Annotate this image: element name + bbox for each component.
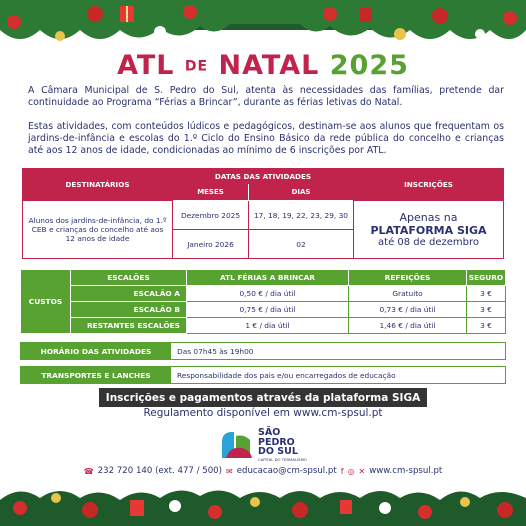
regulamento-link[interactable]: Regulamento disponível em www.cm-spsul.pt [143, 407, 383, 419]
header-dias: DIAS [249, 184, 354, 201]
header-escaloes: ESCALÕES [71, 270, 187, 286]
dias-cell: 02 [249, 230, 354, 259]
dias-cell: 17, 18, 19, 22, 23, 29, 30 [249, 201, 354, 230]
escalao-cell: RESTANTES ESCALÕES [71, 318, 187, 334]
horario-value: Das 07h45 às 19h00 [177, 346, 254, 356]
meal-cost-cell: 0,73 € / dia útil [349, 302, 467, 318]
insurance-cell: 3 € [467, 286, 506, 302]
contacts-bar [0, 466, 526, 476]
meal-cost-cell: 1,46 € / dia útil [349, 318, 467, 334]
mes-cell: Janeiro 2026 [173, 230, 249, 259]
destinatarios-cell: Alunos dos jardins-de-infância, do 1.º CEB e crianças do concelho até aos 12 anos de idade [23, 201, 173, 259]
atl-cost-cell: 1 € / dia útil [187, 318, 349, 334]
instagram-icon[interactable]: ◎ [347, 466, 355, 476]
mes-cell: Dezembro 2025 [173, 201, 249, 230]
insurance-cell: 3 € [467, 318, 506, 334]
atl-cost-cell: 0,75 € / dia útil [187, 302, 349, 318]
bottom-christmas-garland [0, 478, 526, 526]
header-atl: ATL FÉRIAS A BRINCAR [187, 270, 349, 286]
insurance-cell: 3 € [467, 302, 506, 318]
title-word-atl: ATL [117, 50, 175, 81]
phone-icon: ☎ [83, 466, 94, 476]
title-word-year: 2025 [329, 50, 409, 81]
horario-label: HORÁRIO DAS ATIVIDADES [21, 343, 171, 359]
custos-label: CUSTOS [21, 270, 71, 334]
top-christmas-garland [0, 0, 526, 52]
description-paragraph: Estas atividades, com conteúdos lúdicos e pedagógicos, destinam-se aos alunos que frequentam os jardins-de-infância e escolas do 1.º Ciclo do Ensino Básico da rede pública do concelho e crianças até aos 12 anos de idade, condicionadas ao mínimo de 6 inscrições por ATL. [28, 121, 504, 157]
horario-row [20, 342, 506, 360]
logo-mark-icon [220, 428, 254, 462]
email-icon: ✉ [226, 466, 233, 476]
header-inscricoes: INSCRIÇÕES [354, 169, 504, 201]
transportes-value: Responsabilidade dos pais e/ou encarregados de educação [177, 370, 396, 380]
intro-paragraph: A Câmara Municipal de S. Pedro do Sul, atenta às necessidades das famílias, pretende dar continuidade ao Programa “Férias a Brincar”, durante as férias letivas do Natal. [28, 85, 504, 109]
insc-line-2: PLATAFORMA SIGA [370, 224, 487, 237]
facebook-icon[interactable]: f [340, 466, 344, 476]
escalao-cell: ESCALÃO A [71, 286, 187, 302]
page-title [0, 50, 526, 81]
logo-line: DO SUL [258, 446, 298, 458]
logo-line: SÃO [258, 427, 281, 439]
costs-table [20, 269, 506, 334]
escalao-cell: ESCALÃO B [71, 302, 187, 318]
email-text[interactable]: educacao@cm-spsul.pt [236, 466, 337, 476]
website-text[interactable]: www.cm-spsul.pt [369, 466, 443, 476]
transportes-row [20, 366, 506, 384]
logo-text [258, 428, 307, 462]
title-word-de: DE [184, 58, 209, 75]
header-destinatarios: DESTINATÁRIOS [23, 169, 173, 201]
insc-line-1: Apenas na [399, 211, 458, 224]
header-meses: MESES [173, 184, 249, 201]
header-seguro: SEGURO [467, 270, 506, 286]
municipality-logo [220, 426, 310, 464]
transportes-label: TRANSPORTES E LANCHES [21, 367, 171, 383]
dates-table [22, 168, 504, 259]
insc-line-3: até 08 de dezembro [378, 237, 479, 248]
logo-line: PEDRO [258, 436, 295, 448]
inscricoes-cell [354, 201, 504, 259]
logo-tagline: CAPITAL DO TERMALISMO [258, 456, 307, 462]
x-icon[interactable]: ✕ [358, 466, 366, 476]
header-refeicoes: REFEIÇÕES [349, 270, 467, 286]
title-word-natal: NATAL [218, 50, 320, 81]
atl-cost-cell: 0,50 € / dia útil [187, 286, 349, 302]
phone-text[interactable]: 232 720 140 (ext. 477 / 500) [97, 466, 222, 476]
header-datas: DATAS DAS ATIVIDADES [173, 169, 354, 184]
meal-cost-cell: Gratuito [349, 286, 467, 302]
siga-banner: Inscrições e pagamentos através da plataforma SIGA [99, 388, 427, 407]
